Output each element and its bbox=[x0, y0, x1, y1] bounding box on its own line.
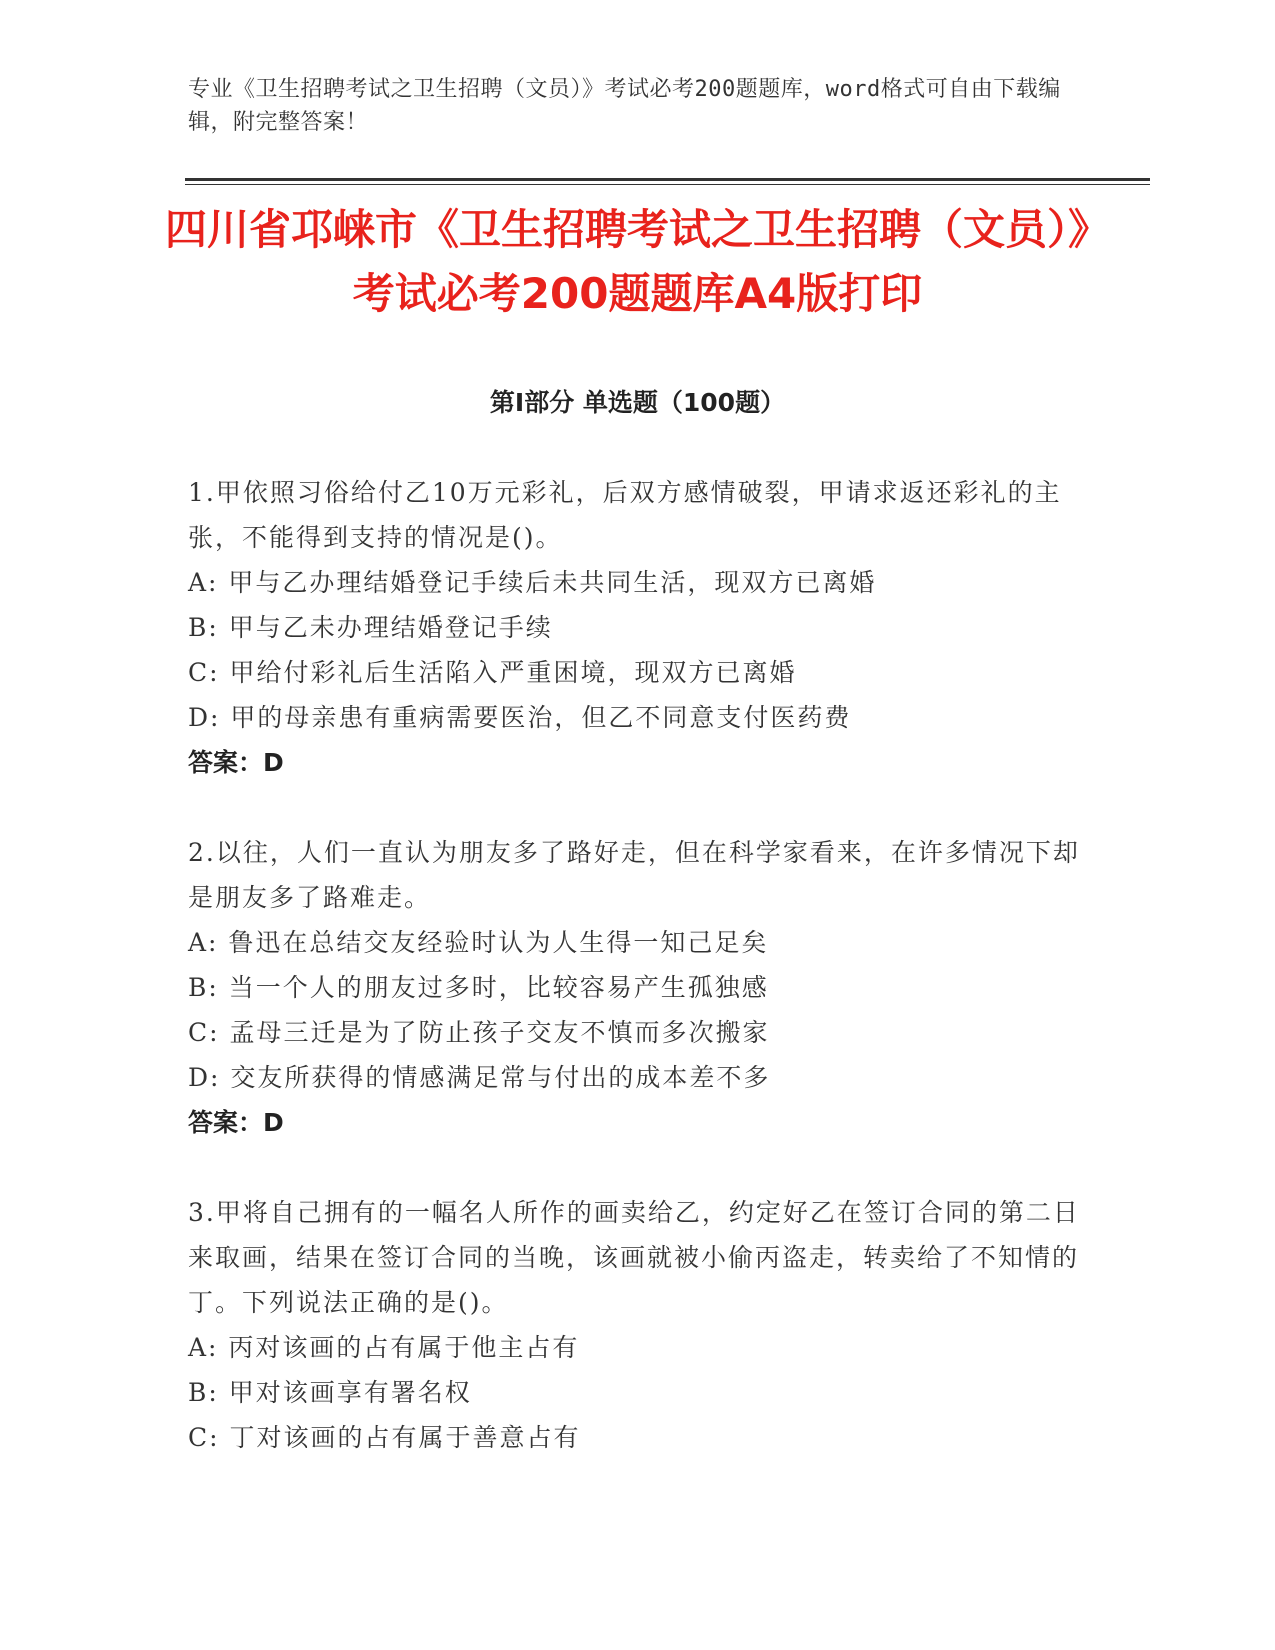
document-title: 四川省邛崃市《卫生招聘考试之卫生招聘（文员）》考试必考200题题库A4版打印 bbox=[164, 205, 1110, 318]
option-c: C: 丁对该画的占有属于善意占有 bbox=[188, 1423, 581, 1452]
question-list bbox=[188, 470, 1088, 1505]
option-a: A: 甲与乙办理结婚登记手续后未共同生活，现双方已离婚 bbox=[188, 568, 877, 597]
answer-line: 答案：D bbox=[188, 748, 284, 777]
option-c: C: 孟母三迁是为了防止孩子交友不慎而多次搬家 bbox=[188, 1018, 770, 1047]
option-a: A: 鲁迅在总结交友经验时认为人生得一知己足矣 bbox=[188, 928, 769, 957]
option-a: A: 丙对该画的占有属于他主占有 bbox=[188, 1333, 580, 1362]
header-note: 专业《卫生招聘考试之卫生招聘（文员）》考试必考200题题库，word格式可自由下载编辑，附完整答案！ bbox=[188, 77, 1061, 135]
option-d: D: 甲的母亲患有重病需要医治，但乙不同意支付医药费 bbox=[188, 703, 852, 732]
option-c: C: 甲给付彩礼后生活陷入严重困境，现双方已离婚 bbox=[188, 658, 797, 687]
option-b: B: 当一个人的朋友过多时，比较容易产生孤独感 bbox=[188, 973, 769, 1002]
answer-line: 答案：D bbox=[188, 1108, 284, 1137]
option-b: B: 甲对该画享有署名权 bbox=[188, 1378, 472, 1407]
header-divider-thick bbox=[185, 178, 1150, 181]
question-3 bbox=[188, 1190, 1088, 1460]
question-stem: 1.甲依照习俗给付乙10万元彩礼，后双方感情破裂，甲请求返还彩礼的主张，不能得到支持的情况是()。 bbox=[188, 478, 1062, 552]
option-b: B: 甲与乙未办理结婚登记手续 bbox=[188, 613, 553, 642]
question-stem: 2.以往，人们一直认为朋友多了路好走，但在科学家看来，在许多情况下却是朋友多了路难走。 bbox=[188, 838, 1080, 912]
question-1 bbox=[188, 470, 1088, 785]
question-2 bbox=[188, 830, 1088, 1145]
question-stem: 3.甲将自己拥有的一幅名人所作的画卖给乙，约定好乙在签订合同的第二日来取画，结果在签订合同的当晚，该画就被小偷丙盗走，转卖给了不知情的丁。下列说法正确的是()。 bbox=[188, 1198, 1080, 1317]
header-divider-thin bbox=[185, 184, 1150, 185]
option-d: D: 交友所获得的情感满足常与付出的成本差不多 bbox=[188, 1063, 771, 1092]
section-title: 第I部分 单选题（100题） bbox=[489, 388, 786, 417]
